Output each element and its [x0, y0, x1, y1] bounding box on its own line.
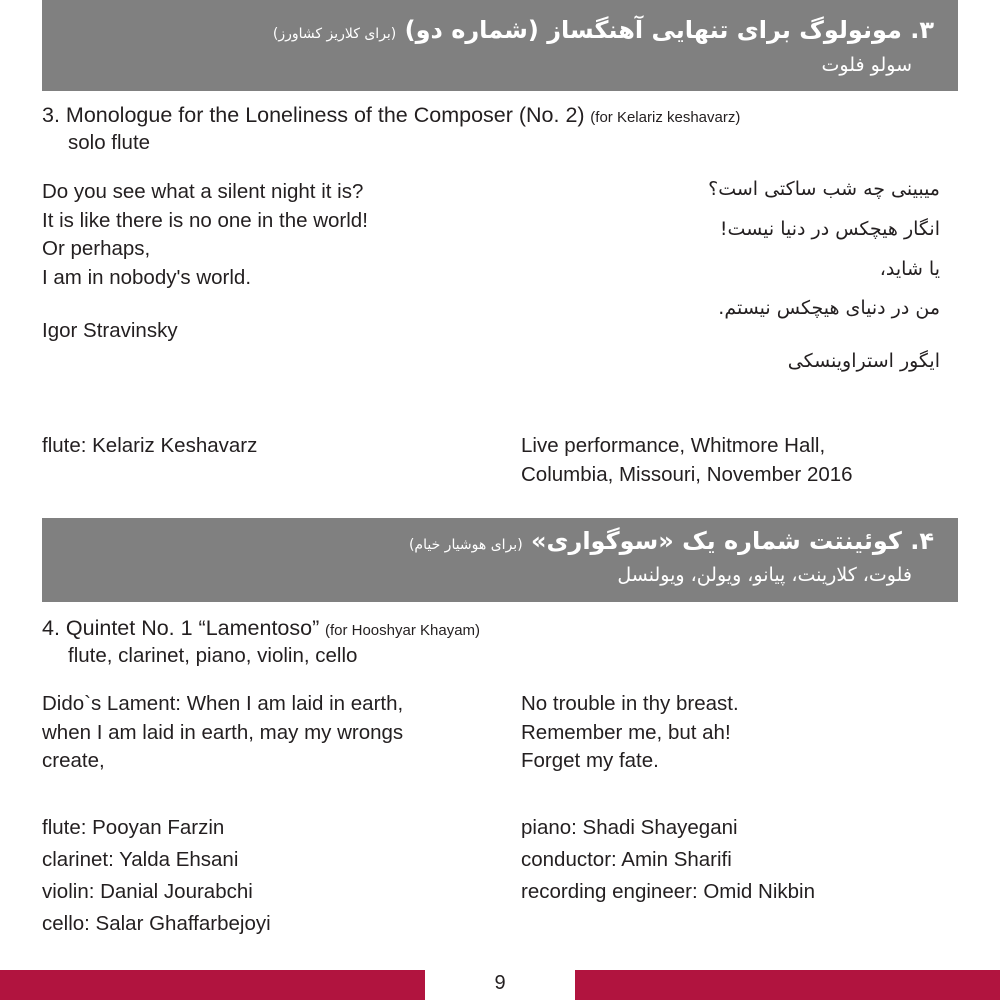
- credit-line: recording engineer: Omid Nikbin: [521, 880, 815, 903]
- poem-en-line: Do you see what a silent night it is?: [42, 180, 364, 203]
- lyric-line: No trouble in thy breast.: [521, 692, 739, 715]
- section3-poem-fa-line-1: میبینی چه شب ساکتی است؟: [708, 178, 940, 200]
- footer-bar-right: [575, 970, 1000, 1000]
- section3-poem-en: [42, 178, 368, 292]
- lyric-line: create,: [42, 749, 105, 772]
- section4-fa-title-text: ۴. کوئینتت شماره یک «سوگواری»: [531, 527, 934, 555]
- section4-fa-dedication: (برای هوشیار خیام): [408, 537, 523, 553]
- section3-en-title-text: 3. Monologue for the Loneliness of the Composer (No. 2): [42, 103, 585, 127]
- section3-performer: flute: Kelariz Keshavarz: [42, 434, 258, 457]
- page-number: 9: [494, 972, 506, 994]
- section4-en-instrument: flute, clarinet, piano, violin, cello: [68, 644, 358, 667]
- section4-en-title-text: 4. Quintet No. 1 “Lamentoso”: [42, 616, 320, 640]
- credit-line: flute: Pooyan Farzin: [42, 816, 225, 839]
- section3-poem-fa-line-3: یا شاید،: [879, 258, 940, 280]
- lyric-line: when I am laid in earth, may my wrongs: [42, 720, 404, 744]
- footer-bar-left: [0, 970, 425, 1000]
- section3-poem-fa-line-2: انگار هیچکس در دنیا نیست!: [719, 218, 940, 240]
- section4-en-dedication: (for Hooshyar Khayam): [324, 622, 481, 639]
- section4-credits-left: [42, 812, 271, 940]
- section3-poem-author-fa: ایگور استراوینسکی: [787, 350, 940, 372]
- section3-fa-instrument: سولو فلوت: [821, 54, 912, 76]
- section3-fa-dedication: (برای کلاریز کشاورز): [272, 26, 397, 42]
- section4-fa-title: [409, 527, 934, 555]
- credit-line: cello: Salar Ghaffarbejoyi: [42, 912, 271, 935]
- section4-text-left: [42, 690, 403, 776]
- section3-fa-title: [273, 16, 934, 44]
- credit-line: conductor: Amin Sharifi: [521, 848, 732, 871]
- performance-note-line: Live performance, Whitmore Hall,: [521, 434, 826, 457]
- section3-performance-note: [521, 432, 853, 489]
- section4-header-band: [42, 518, 958, 602]
- section3-en-title: [42, 101, 740, 133]
- performance-note-line: Columbia, Missouri, November 2016: [521, 462, 853, 486]
- credit-line: violin: Danial Jourabchi: [42, 880, 253, 903]
- credit-line: piano: Shadi Shayegani: [521, 816, 738, 839]
- lyric-line: Forget my fate.: [521, 749, 659, 772]
- poem-en-line: It is like there is no one in the world!: [42, 208, 368, 232]
- lyric-line: Remember me, but ah!: [521, 720, 731, 744]
- section3-header-band: [42, 0, 958, 91]
- section3-poem-fa-line-4: من در دنیای هیچکس نیستم.: [718, 297, 940, 319]
- section3-en-instrument: solo flute: [68, 131, 151, 154]
- section4-en-title: [42, 614, 480, 646]
- section3-en-dedication: (for Kelariz keshavarz): [590, 109, 741, 126]
- lyric-line: Dido`s Lament: When I am laid in earth,: [42, 692, 404, 715]
- credit-line: clarinet: Yalda Ehsani: [42, 848, 239, 871]
- section3-poem-author-en: Igor Stravinsky: [42, 319, 178, 342]
- section4-credits-right: [521, 812, 815, 908]
- section3-fa-title-text: ۳. مونولوگ برای تنهایی آهنگساز (شماره دو): [404, 16, 934, 44]
- poem-en-line: Or perhaps,: [42, 237, 151, 260]
- section4-fa-instrument: فلوت، کلارینت، پیانو، ویولن، ویولنسل: [617, 564, 912, 586]
- poem-en-line: I am in nobody's world.: [42, 265, 252, 289]
- section4-text-right: [521, 690, 739, 776]
